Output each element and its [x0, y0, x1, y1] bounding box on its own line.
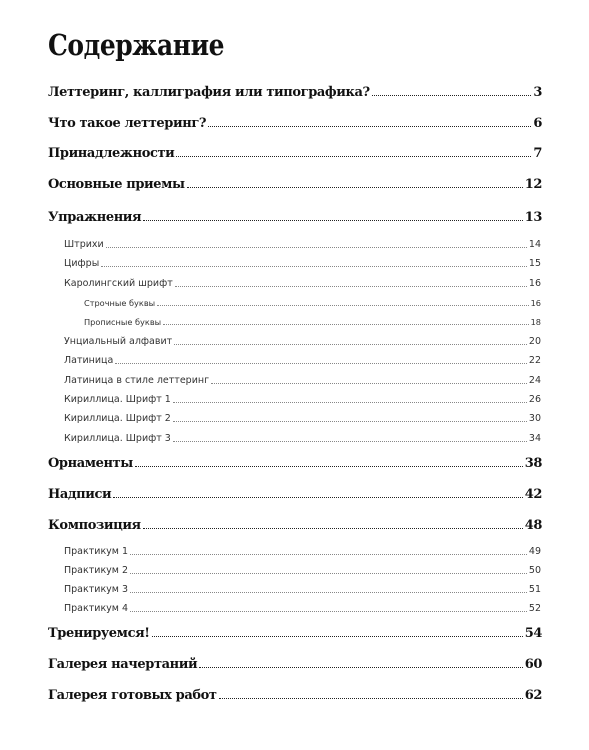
toc-entry-label: Тренируемся! — [48, 626, 150, 641]
toc-entry-page: 7 — [533, 146, 542, 161]
toc-entry-page: 15 — [528, 258, 541, 269]
dot-leader — [101, 266, 527, 267]
toc-entry-label: Орнаменты — [48, 456, 133, 471]
toc-subentry[interactable] — [64, 355, 541, 366]
toc-entry-page: 16 — [530, 298, 541, 308]
toc-entry-page: 18 — [530, 317, 541, 327]
dot-leader — [173, 421, 527, 422]
toc-entry[interactable] — [48, 518, 542, 533]
dot-leader — [152, 636, 523, 637]
toc-subentry[interactable] — [64, 546, 541, 557]
dot-leader — [106, 247, 527, 248]
toc-entry-page: 50 — [528, 565, 541, 576]
dot-leader — [174, 344, 527, 345]
toc-entry-label: Упражнения — [48, 210, 142, 225]
toc-entry-label: Каролингский шрифт — [64, 278, 173, 289]
toc-subsubentry[interactable] — [84, 317, 541, 327]
dot-leader — [173, 402, 527, 403]
dot-leader — [130, 554, 527, 555]
toc-entry-label: Прописные буквы — [84, 317, 162, 327]
dot-leader — [219, 698, 523, 699]
toc-entry[interactable] — [48, 456, 542, 471]
dot-leader — [115, 363, 527, 364]
toc-entry-page: 52 — [528, 603, 541, 614]
toc-entry-page: 3 — [533, 85, 542, 100]
toc-entry[interactable] — [48, 626, 542, 641]
toc-entry-label: Практикум 4 — [64, 603, 129, 614]
toc-subentry[interactable] — [64, 565, 541, 576]
toc-entry-label: Практикум 1 — [64, 546, 129, 557]
toc-entry-page: 26 — [528, 394, 541, 405]
toc-entry-label: Кириллица. Шрифт 2 — [64, 413, 171, 424]
toc-subentry[interactable] — [64, 278, 541, 289]
toc-entry-page: 48 — [524, 518, 542, 533]
toc-entry[interactable] — [48, 657, 542, 672]
dot-leader — [173, 441, 527, 442]
toc-entry-label: Кириллица. Шрифт 1 — [64, 394, 171, 405]
toc-entry-page: 49 — [528, 546, 541, 557]
toc-subentry[interactable] — [64, 603, 541, 614]
dot-leader — [113, 497, 522, 498]
toc-entry[interactable] — [48, 210, 542, 225]
toc-subentry[interactable] — [64, 584, 541, 595]
toc-entry-label: Принадлежности — [48, 146, 175, 161]
dot-leader — [211, 383, 527, 384]
dot-leader — [143, 220, 522, 221]
toc-entry-label: Практикум 2 — [64, 565, 129, 576]
toc-entry-label: Кириллица. Шрифт 3 — [64, 433, 171, 444]
toc-entry-label: Галерея готовых работ — [48, 688, 217, 703]
toc-entry[interactable] — [48, 177, 542, 192]
toc-entry[interactable] — [48, 487, 542, 502]
toc-entry-label: Практикум 3 — [64, 584, 129, 595]
toc-entry-page: 16 — [528, 278, 541, 289]
toc-entry-page: 34 — [528, 433, 541, 444]
toc-entry-page: 22 — [528, 355, 541, 366]
dot-leader — [163, 324, 528, 325]
toc-subsubentry[interactable] — [84, 298, 541, 308]
toc-entry-label: Латиница в стиле леттеринг — [64, 375, 210, 386]
toc-entry-page: 24 — [528, 375, 541, 386]
dot-leader — [130, 611, 527, 612]
toc-entry-page: 42 — [524, 487, 542, 502]
toc-entry-page: 38 — [524, 456, 542, 471]
toc-entry[interactable] — [48, 85, 542, 100]
toc-entry-label: Композиция — [48, 518, 141, 533]
toc-subentry[interactable] — [64, 336, 541, 347]
toc-entry[interactable] — [48, 146, 542, 161]
dot-leader — [130, 573, 527, 574]
toc-entry-label: Строчные буквы — [84, 298, 156, 308]
toc-entry-page: 62 — [524, 688, 542, 703]
dot-leader — [157, 305, 528, 306]
toc-entry[interactable] — [48, 688, 542, 703]
toc-entry-label: Цифры — [64, 258, 100, 269]
dot-leader — [130, 592, 527, 593]
toc-subentry[interactable] — [64, 394, 541, 405]
dot-leader — [208, 126, 531, 127]
toc-entry-label: Унциальный алфавит — [64, 336, 173, 347]
toc-entry-page: 12 — [524, 177, 542, 192]
toc-entry-label: Галерея начертаний — [48, 657, 198, 672]
toc-entry-page: 60 — [524, 657, 542, 672]
toc-entry-label: Штрихи — [64, 239, 104, 250]
toc-entry-page: 54 — [524, 626, 542, 641]
dot-leader — [135, 466, 523, 467]
toc-entry-label: Леттеринг, каллиграфия или типографика? — [48, 85, 370, 100]
dot-leader — [199, 667, 522, 668]
toc-entry-page: 51 — [528, 584, 541, 595]
dot-leader — [187, 187, 523, 188]
dot-leader — [143, 528, 523, 529]
toc-subentry[interactable] — [64, 413, 541, 424]
dot-leader — [176, 156, 531, 157]
toc-entry-page: 30 — [528, 413, 541, 424]
toc-entry-label: Что такое леттеринг? — [48, 116, 207, 131]
dot-leader — [372, 95, 532, 96]
toc-entry-label: Основные приемы — [48, 177, 185, 192]
page-title: Содержание — [48, 28, 225, 62]
toc-entry-label: Латиница — [64, 355, 114, 366]
toc-subentry[interactable] — [64, 239, 541, 250]
dot-leader — [175, 286, 527, 287]
toc-entry-page: 20 — [528, 336, 541, 347]
toc-entry-page: 14 — [528, 239, 541, 250]
toc-subentry[interactable] — [64, 433, 541, 444]
toc-entry[interactable] — [48, 116, 542, 131]
toc-entry-page: 13 — [524, 210, 542, 225]
toc-entry-page: 6 — [533, 116, 542, 131]
toc-subentry[interactable] — [64, 258, 541, 269]
toc-subentry[interactable] — [64, 375, 541, 386]
toc-entry-label: Надписи — [48, 487, 112, 502]
